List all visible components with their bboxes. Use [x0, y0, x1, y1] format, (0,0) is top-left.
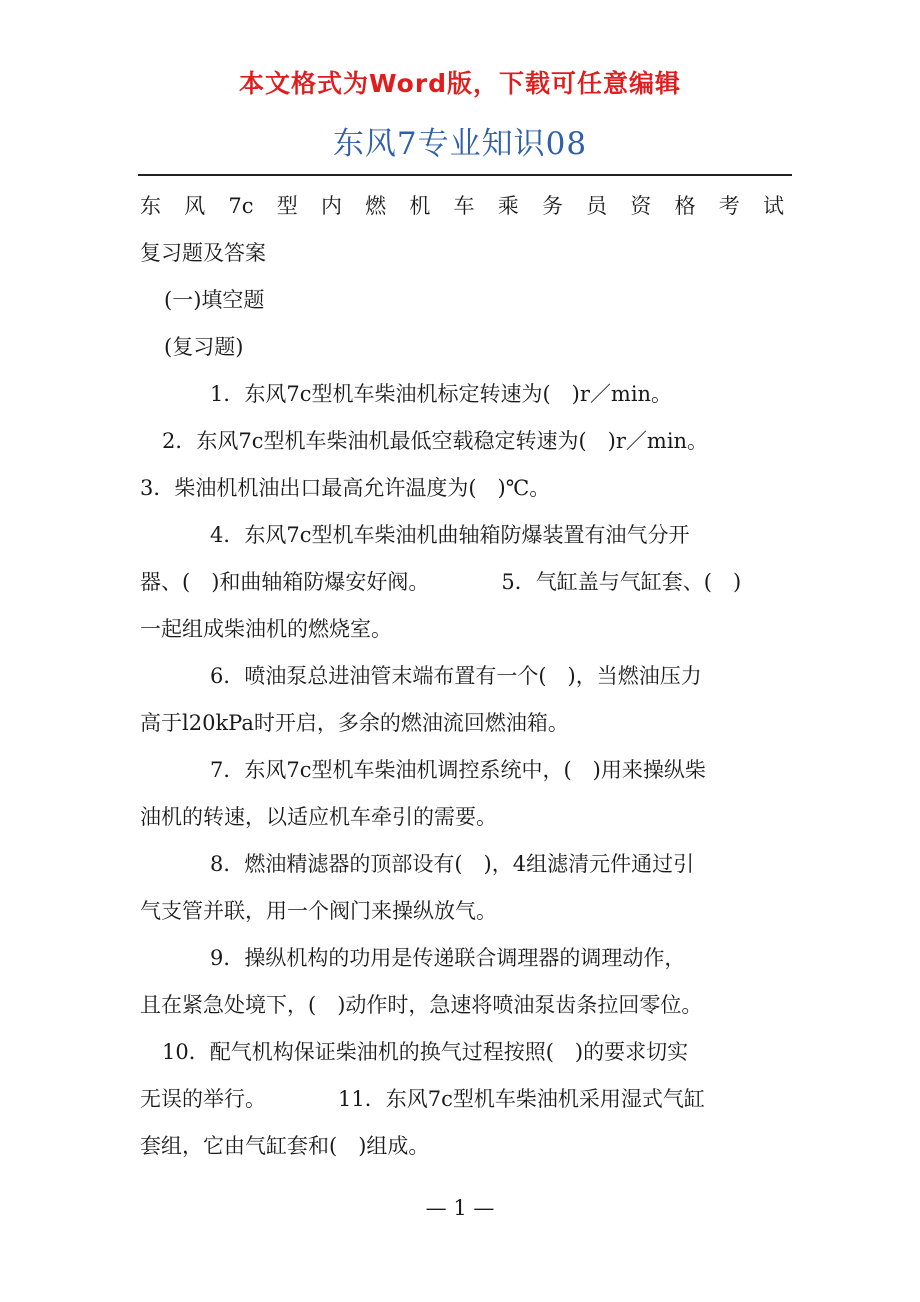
heading-char: 内 — [320, 194, 342, 218]
question-5-line-2: 一起组成柴油机的燃烧室。 — [140, 617, 392, 641]
question-6-line-2: 高于l20kPa时开启，多余的燃油流回燃油箱。 — [140, 711, 569, 735]
subsection-heading: (复习题) — [164, 335, 244, 359]
heading-char: 燃 — [365, 194, 387, 218]
question-5-line-1: 5．气缸盖与气缸套、( ) — [501, 570, 742, 594]
question-9-line-2: 且在紧急处境下，( )动作时，急速将喷油泵齿条拉回零位。 — [140, 993, 703, 1017]
heading-line — [140, 183, 784, 230]
question-11-line-1: 11．东风7c型机车柴油机采用湿式气缸 — [338, 1087, 705, 1111]
document-body — [140, 183, 784, 1170]
question-1: 1．东风7c型机车柴油机标定转速为( )r／min。 — [210, 382, 673, 406]
heading-char: 乘 — [497, 194, 519, 218]
heading-char: 资 — [630, 194, 652, 218]
question-8-line-1: 8．燃油精滤器的顶部设有( )，4组滤清元件通过引 — [210, 852, 695, 876]
question-2: 2．东风7c型机车柴油机最低空载稳定转速为( )r／min。 — [162, 429, 709, 453]
question-3: 3．柴油机机油出口最高允许温度为( )℃。 — [140, 476, 551, 500]
heading-char: 务 — [541, 194, 563, 218]
heading-continuation: 复习题及答案 — [140, 241, 266, 265]
title-divider — [138, 174, 792, 176]
question-7-line-2: 油机的转速，以适应机车牵引的需要。 — [140, 805, 497, 829]
question-6-line-1: 6．喷油泵总进油管末端布置有一个( )，当燃油压力 — [210, 664, 702, 688]
question-7-line-1: 7．东风7c型机车柴油机调控系统中，( )用来操纵柴 — [210, 758, 706, 782]
question-9-line-1: 9．操纵机构的功用是传递联合调理器的调理动作， — [210, 946, 686, 970]
heading-char: 试 — [762, 194, 784, 218]
document-title: 东风7专业知识08 — [332, 126, 588, 162]
question-4-5-line — [140, 559, 784, 606]
question-10-line-2: 无误的举行。 — [140, 1087, 266, 1111]
heading-char: 车 — [453, 194, 475, 218]
heading-char: 格 — [674, 194, 696, 218]
heading-char: 型 — [276, 194, 298, 218]
question-10-11-line — [140, 1076, 784, 1123]
question-11-line-2: 套组，它由气缸套和( )组成。 — [140, 1134, 430, 1158]
heading-char: 7c — [228, 194, 254, 218]
heading-char: 东 — [140, 194, 161, 218]
section-heading: (一)填空题 — [164, 288, 265, 312]
heading-char: 考 — [718, 194, 740, 218]
page-number: — 1 — — [425, 1196, 495, 1220]
question-10-line-1: 10．配气机构保证柴油机的换气过程按照( )的要求切实 — [162, 1040, 689, 1064]
download-banner: 本文格式为Word版，下载可任意编辑 — [238, 69, 682, 98]
heading-char: 机 — [409, 194, 431, 218]
question-8-line-2: 气支管并联，用一个阀门来操纵放气。 — [140, 899, 497, 923]
heading-char: 风 — [184, 194, 206, 218]
heading-char: 员 — [586, 194, 608, 218]
question-4-line-1: 4．东风7c型机车柴油机曲轴箱防爆装置有油气分开 — [210, 523, 690, 547]
question-4-line-2: 器、( )和曲轴箱防爆安好阀。 — [140, 570, 430, 594]
